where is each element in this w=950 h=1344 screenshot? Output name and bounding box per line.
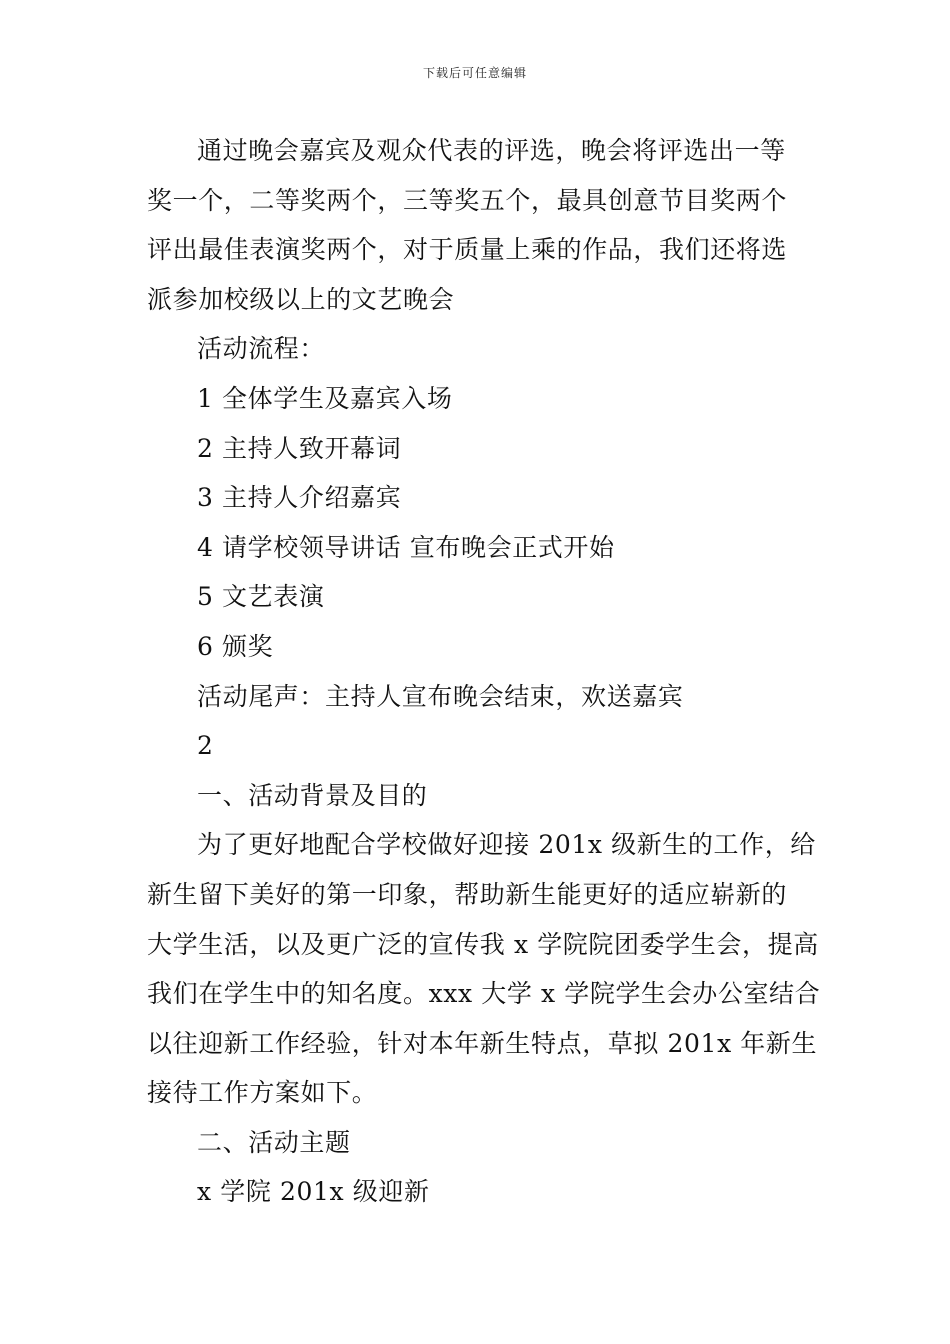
section-heading: 二、活动主题 bbox=[197, 1127, 351, 1157]
paragraph-line: 评出最佳表演奖两个，对于质量上乘的作品，我们还将选 bbox=[147, 235, 788, 265]
section-heading: 一、活动背景及目的 bbox=[197, 780, 428, 810]
paragraph-line: 我们在学生中的知名度。xxx 大学 x 学院学生会办公室结合 bbox=[147, 979, 821, 1009]
paragraph-line: 接待工作方案如下。 bbox=[147, 1078, 378, 1108]
paragraph-line: 奖一个，二等奖两个，三等奖五个，最具创意节目奖两个 bbox=[147, 185, 788, 215]
list-item: 5 文艺表演 bbox=[197, 582, 325, 612]
paragraph-line: 大学生活，以及更广泛的宣传我 x 学院院团委学生会，提高 bbox=[147, 929, 819, 959]
section-label-activity-flow: 活动流程： bbox=[197, 334, 326, 364]
paragraph-line: 为了更好地配合学校做好迎接 201x 级新生的工作，给 bbox=[197, 830, 816, 860]
list-item: 4 请学校领导讲话 宣布晚会正式开始 bbox=[197, 532, 615, 562]
paragraph-line: 通过晚会嘉宾及观众代表的评选，晚会将评选出一等 bbox=[197, 136, 786, 165]
paragraph-line: 派参加校级以上的文艺晚会 bbox=[147, 284, 455, 314]
list-item: 2 主持人致开幕词 bbox=[197, 433, 402, 463]
paragraph-line: 以往迎新工作经验，针对本年新生特点，草拟 201x 年新生 bbox=[147, 1028, 818, 1058]
paragraph-line: x 学院 201x 级迎新 bbox=[197, 1177, 430, 1207]
paragraph-line: 新生留下美好的第一印象，帮助新生能更好的适应崭新的 bbox=[147, 879, 788, 909]
section-number: 2 bbox=[197, 731, 214, 761]
list-item: 6 颁奖 bbox=[197, 631, 274, 661]
document-body bbox=[147, 126, 821, 1217]
list-item: 1 全体学生及嘉宾入场 bbox=[197, 383, 453, 413]
page-header: 下载后可任意编辑 bbox=[422, 66, 527, 80]
list-item: 3 主持人介绍嘉宾 bbox=[197, 483, 402, 513]
paragraph-line: 活动尾声：主持人宣布晚会结束，欢送嘉宾 bbox=[197, 681, 684, 711]
